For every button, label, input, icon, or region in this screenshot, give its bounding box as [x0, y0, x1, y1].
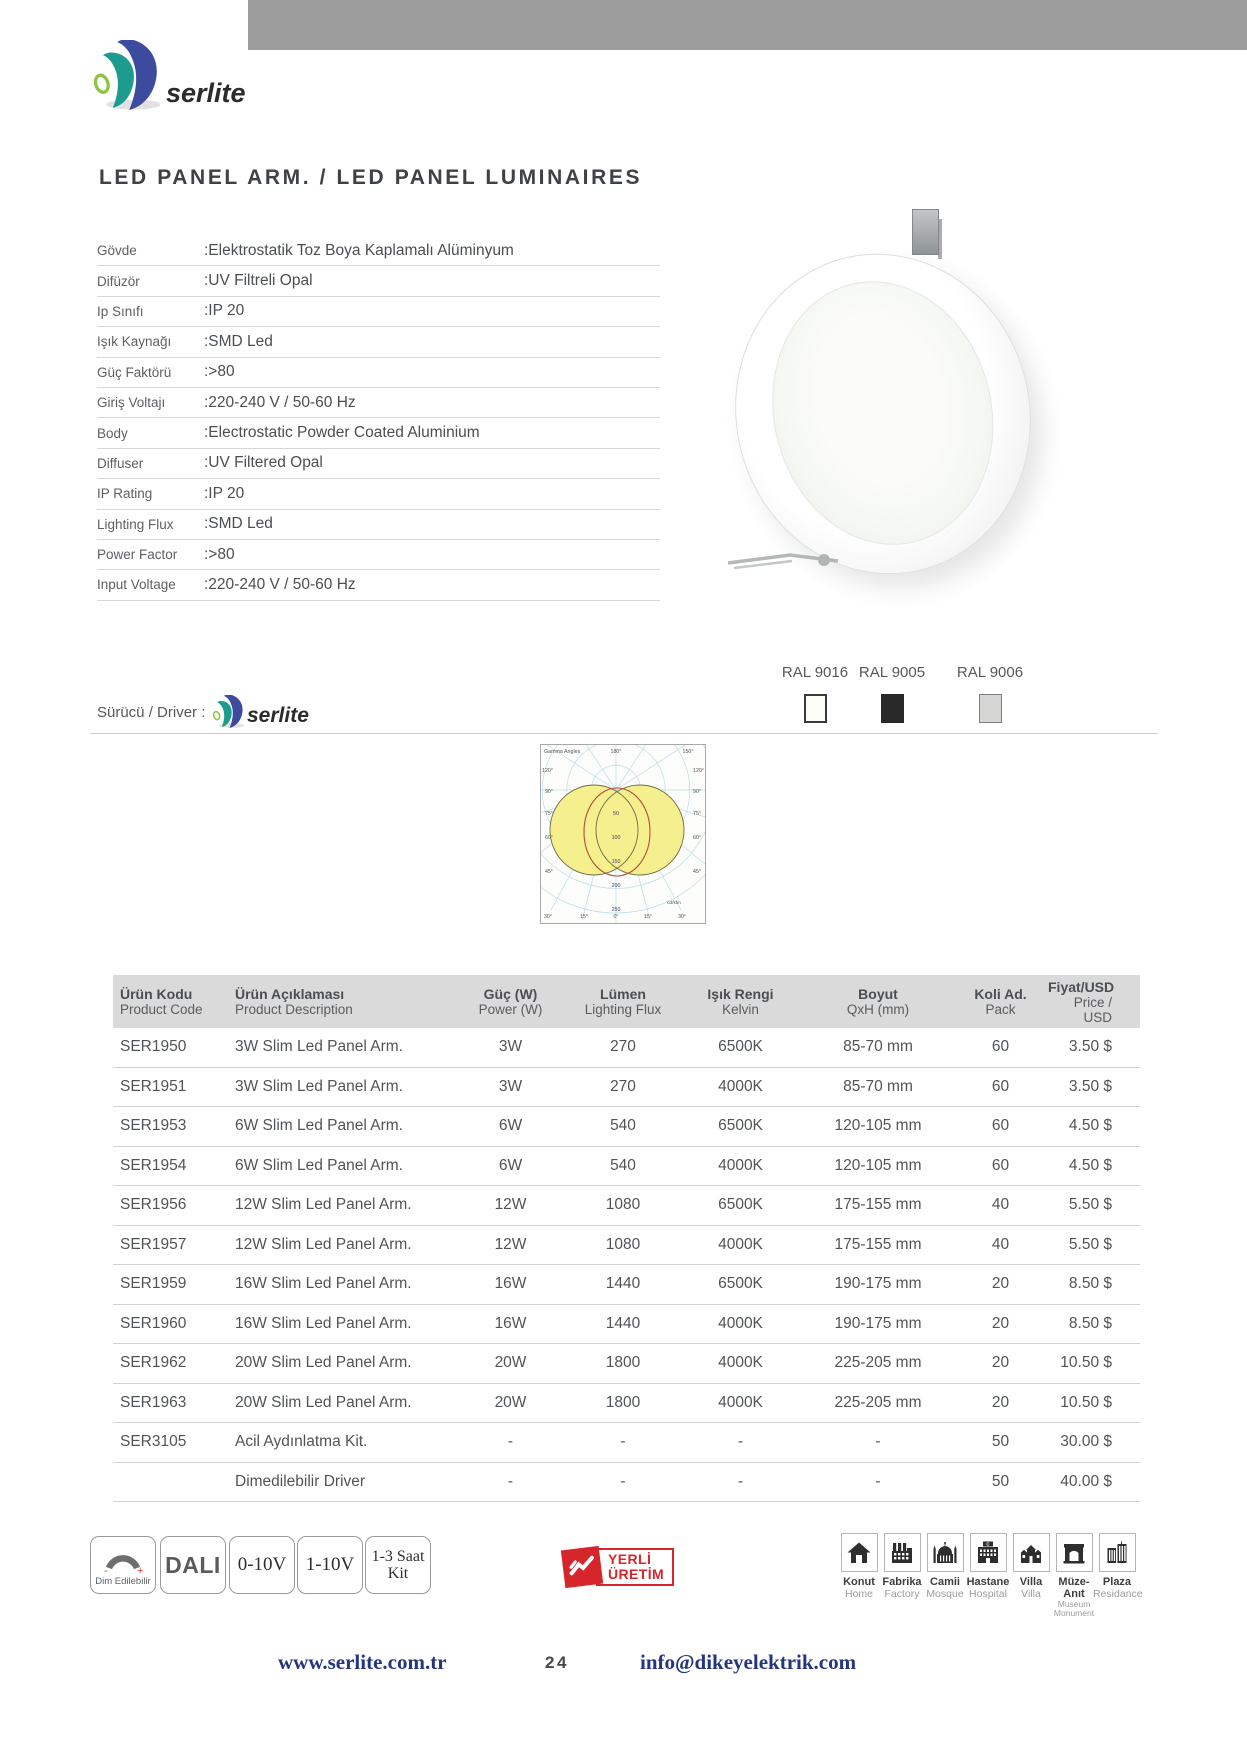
header-kelvin	[678, 975, 803, 1028]
cell-pack: 60	[991, 1077, 1010, 1095]
table-row	[113, 1147, 1140, 1187]
cell-kelvin: -	[737, 1433, 744, 1451]
dim-plus: +	[137, 1565, 144, 1575]
header-en: Product Description	[235, 1002, 353, 1017]
header-en: Product Code	[120, 1002, 203, 1017]
page-title: LED PANEL ARM. / LED PANEL LUMINAIRES	[99, 166, 643, 189]
spec-row	[97, 479, 660, 509]
hospital-icon	[970, 1533, 1007, 1572]
cell-kelvin: 6500K	[718, 1038, 763, 1056]
cell-pack: 40	[991, 1196, 1010, 1214]
cell-product-code: SER1962	[120, 1354, 187, 1372]
badge-dali	[160, 1536, 226, 1594]
spec-value: :SMD Led	[204, 332, 273, 350]
table-row	[113, 1265, 1140, 1305]
cell-price: 3.50 $	[1068, 1038, 1112, 1056]
spec-value: :Electrostatic Powder Coated Aluminium	[204, 424, 480, 442]
factory-icon	[884, 1533, 921, 1572]
serlite-driver-logo	[213, 690, 338, 734]
cell-power: 16W	[494, 1275, 527, 1293]
spec-row	[97, 510, 660, 540]
svg-text:250: 250	[611, 907, 621, 913]
svg-text:75°: 75°	[693, 811, 702, 817]
cell-pack: 20	[991, 1275, 1010, 1293]
table-row	[113, 1028, 1140, 1068]
header-product-code	[113, 975, 228, 1028]
application-label-en: Mosque	[926, 1588, 964, 1600]
cell-size: 225-205 mm	[834, 1393, 922, 1411]
spec-value: :IP 20	[204, 302, 245, 320]
spec-label: Input Voltage	[97, 577, 176, 593]
cell-kelvin: -	[737, 1472, 744, 1490]
badge-0-10v	[229, 1536, 295, 1594]
header-price	[1048, 975, 1140, 1028]
spec-row	[97, 327, 660, 357]
cell-size: -	[875, 1433, 881, 1451]
cell-size: -	[875, 1472, 881, 1490]
cell-power: -	[507, 1472, 514, 1490]
cell-price: 40.00 $	[1060, 1472, 1112, 1490]
header-en: Pack	[985, 1002, 1016, 1017]
cell-product-description: 16W Slim Led Panel Arm.	[235, 1275, 412, 1293]
cell-size: 120-105 mm	[834, 1117, 922, 1135]
handshake-icon	[561, 1546, 603, 1588]
cell-power: 20W	[494, 1393, 527, 1411]
cell-price: 8.50 $	[1068, 1275, 1112, 1293]
spec-label: Diffuser	[97, 455, 144, 471]
cell-price: 5.50 $	[1068, 1196, 1112, 1214]
cell-pack: 20	[991, 1393, 1010, 1411]
spec-value: :IP 20	[204, 484, 245, 502]
cell-product-code: SER1953	[120, 1117, 187, 1135]
serlite-logo-text: serlite	[247, 704, 310, 727]
led-panel-diffuser	[745, 258, 1021, 569]
svg-text:60°: 60°	[693, 835, 702, 841]
header-tr: Ürün Kodu	[120, 986, 193, 1002]
application-label-tr: Fabrika	[882, 1576, 922, 1588]
spec-label: Body	[97, 425, 128, 441]
cell-kelvin: 4000K	[718, 1156, 763, 1174]
svg-text:90°: 90°	[693, 789, 702, 795]
top-bar	[248, 0, 1247, 50]
badge-label: 1-3 Saat	[371, 1548, 425, 1565]
application-label-en: Factory	[884, 1588, 920, 1600]
cell-size: 225-205 mm	[834, 1354, 922, 1372]
product-table	[113, 975, 1140, 1502]
cell-size: 120-105 mm	[834, 1156, 922, 1174]
cell-power: 3W	[498, 1077, 523, 1095]
cell-lumen: 1440	[605, 1314, 641, 1332]
application-plaza	[1093, 1533, 1141, 1600]
cell-kelvin: 6500K	[718, 1275, 763, 1293]
svg-text:15°: 15°	[579, 914, 589, 920]
yerli-line: YERLİ	[608, 1551, 652, 1567]
table-row	[113, 1068, 1140, 1108]
cell-power: 12W	[494, 1235, 527, 1253]
cell-price: 3.50 $	[1068, 1077, 1112, 1095]
table-row	[113, 1344, 1140, 1384]
table-body	[113, 1028, 1140, 1502]
svg-text:30°: 30°	[677, 914, 687, 920]
application-mosque	[921, 1533, 969, 1600]
application-label-en: Residance	[1093, 1588, 1143, 1600]
cell-price: 30.00 $	[1060, 1433, 1112, 1451]
plaza-icon	[1099, 1533, 1136, 1572]
cell-product-code: SER1957	[120, 1235, 187, 1253]
cell-product-description: 3W Slim Led Panel Arm.	[235, 1038, 403, 1056]
svg-text:150: 150	[611, 859, 621, 865]
spec-list	[97, 236, 660, 601]
driver-row	[97, 690, 338, 734]
header-en: Lighting Flux	[584, 1002, 662, 1017]
cell-pack: 40	[991, 1235, 1010, 1253]
cell-lumen: 270	[610, 1038, 636, 1056]
header-tr: Lümen	[600, 986, 646, 1002]
ral-swatch-9016	[770, 664, 860, 723]
svg-text:90°: 90°	[544, 789, 553, 795]
svg-text:45°: 45°	[693, 869, 702, 875]
badge-label: Dim Edilebilir	[95, 1576, 151, 1587]
spec-row	[97, 540, 660, 570]
section-divider	[90, 733, 1158, 734]
application-label-tr: Konut	[843, 1576, 875, 1588]
cell-product-description: Acil Aydınlatma Kit.	[235, 1433, 368, 1451]
cell-product-code: SER1954	[120, 1156, 187, 1174]
monument-icon	[1056, 1533, 1093, 1572]
ral-label: RAL 9005	[858, 664, 926, 681]
photometric-diagram	[540, 744, 706, 924]
header-power	[453, 975, 568, 1028]
cell-price: 4.50 $	[1068, 1117, 1112, 1135]
svg-text:15°: 15°	[643, 914, 653, 920]
cell-product-description: 20W Slim Led Panel Arm.	[235, 1354, 412, 1372]
cell-lumen: -	[620, 1433, 626, 1451]
application-hospital	[964, 1533, 1012, 1600]
svg-text:50: 50	[613, 811, 619, 817]
svg-text:30°: 30°	[543, 914, 553, 920]
table-row	[113, 1107, 1140, 1147]
svg-text:150°: 150°	[682, 749, 694, 755]
cell-product-code: SER1951	[120, 1077, 187, 1095]
spec-value: :UV Filtered Opal	[204, 454, 323, 472]
svg-text:120°: 120°	[693, 768, 704, 774]
cell-lumen: 1800	[605, 1393, 641, 1411]
spec-row	[97, 449, 660, 479]
svg-text:Gamma Angles: Gamma Angles	[544, 749, 581, 755]
hospital-sign: C	[986, 1541, 990, 1547]
spec-row	[97, 570, 660, 600]
cell-kelvin: 6500K	[718, 1196, 763, 1214]
header-tr: Boyut	[858, 986, 898, 1002]
cell-product-code: SER1950	[120, 1038, 187, 1056]
spec-label: Giriş Voltajı	[97, 395, 166, 411]
spec-value: :>80	[204, 545, 235, 563]
contact-email: info@dikeyelektrik.com	[640, 1650, 857, 1674]
svg-text:200: 200	[611, 883, 621, 889]
application-label-en: Museum Monument	[1053, 1599, 1095, 1618]
spec-row	[97, 266, 660, 296]
ral-color-box	[881, 694, 904, 723]
spec-row	[97, 236, 660, 266]
spec-label: Difüzör	[97, 273, 140, 289]
table-row	[113, 1305, 1140, 1345]
badge-label: 0-10V	[237, 1554, 287, 1575]
header-en: QxH (mm)	[846, 1002, 910, 1017]
spec-row	[97, 358, 660, 388]
spec-row	[97, 418, 660, 448]
application-villa	[1007, 1533, 1055, 1600]
ral-color-box	[804, 694, 827, 723]
svg-text:cd/klm: cd/klm	[667, 901, 681, 906]
cell-pack: 50	[991, 1472, 1010, 1490]
spec-row	[97, 388, 660, 418]
local-production-badge	[563, 1548, 674, 1586]
cell-price: 5.50 $	[1068, 1235, 1112, 1253]
table-row	[113, 1384, 1140, 1424]
serlite-logo-mark	[93, 39, 160, 110]
cell-lumen: 1080	[605, 1235, 641, 1253]
dimmer-dial-icon	[101, 1543, 145, 1575]
spec-value: :220-240 V / 50-60 Hz	[204, 575, 356, 593]
spec-value: :UV Filtreli Opal	[204, 272, 313, 290]
dim-minus: -	[104, 1565, 108, 1575]
cell-pack: 60	[991, 1156, 1010, 1174]
cell-pack: 50	[991, 1433, 1010, 1451]
uretim-line: ÜRETİM	[608, 1566, 665, 1582]
cell-lumen: 1800	[605, 1354, 641, 1372]
application-label-en: Villa	[1021, 1588, 1041, 1600]
cell-lumen: 540	[610, 1156, 636, 1174]
spring-clip-icon	[720, 537, 870, 577]
table-row	[113, 1186, 1140, 1226]
table-row	[113, 1226, 1140, 1266]
cell-pack: 20	[991, 1314, 1010, 1332]
cell-size: 85-70 mm	[843, 1077, 913, 1095]
mounting-clip	[912, 209, 939, 255]
header-tr: Fiyat/USD	[1048, 978, 1115, 995]
application-label-tr: Camii	[930, 1576, 960, 1588]
svg-text:45°: 45°	[544, 869, 553, 875]
cell-lumen: 1080	[605, 1196, 641, 1214]
cell-power: 6W	[498, 1117, 523, 1135]
application-label-en: Home	[844, 1588, 873, 1600]
header-lumen	[568, 975, 678, 1028]
header-tr: Ürün Açıklaması	[235, 986, 345, 1002]
svg-text:75°: 75°	[544, 811, 553, 817]
cell-pack: 60	[991, 1038, 1010, 1056]
badge-1-10v	[297, 1536, 363, 1594]
cell-product-description: 12W Slim Led Panel Arm.	[235, 1196, 412, 1214]
local-production-text	[596, 1548, 674, 1586]
cell-price: 4.50 $	[1068, 1156, 1112, 1174]
cell-kelvin: 4000K	[718, 1235, 763, 1253]
application-label-en: Hospital	[969, 1588, 1007, 1600]
spec-label: Power Factor	[97, 547, 178, 563]
serlite-logo	[88, 32, 273, 138]
svg-text:0°: 0°	[613, 914, 619, 920]
spec-label: Işık Kaynağı	[97, 334, 172, 350]
badge-label: 1-10V	[305, 1554, 355, 1575]
cell-size: 190-175 mm	[834, 1314, 922, 1332]
cell-lumen: 270	[610, 1077, 636, 1095]
spec-label: Lighting Flux	[97, 516, 174, 532]
cell-pack: 60	[991, 1117, 1010, 1135]
svg-text:60°: 60°	[544, 835, 553, 841]
cell-price: 10.50 $	[1060, 1393, 1112, 1411]
cell-power: -	[507, 1433, 514, 1451]
spec-label: Güç Faktörü	[97, 364, 172, 380]
page-number: 24	[545, 1653, 569, 1672]
cell-power: 20W	[494, 1354, 527, 1372]
spec-label: Ip Sınıfı	[97, 303, 144, 319]
badge-label: DALI	[165, 1551, 221, 1578]
header-en: Power (W)	[478, 1002, 543, 1017]
cell-product-description: 20W Slim Led Panel Arm.	[235, 1393, 412, 1411]
spec-label: IP Rating	[97, 486, 153, 502]
svg-text:120°: 120°	[542, 768, 553, 774]
mosque-icon	[927, 1533, 964, 1572]
application-home	[835, 1533, 883, 1600]
cell-lumen: 540	[610, 1117, 636, 1135]
cell-product-description: 3W Slim Led Panel Arm.	[235, 1077, 403, 1095]
application-label-tr: Hastane	[966, 1576, 1010, 1588]
product-photo	[700, 205, 1050, 590]
spec-value: :220-240 V / 50-60 Hz	[204, 393, 356, 411]
cell-pack: 20	[991, 1354, 1010, 1372]
cell-product-description: 16W Slim Led Panel Arm.	[235, 1314, 412, 1332]
application-factory	[878, 1533, 926, 1600]
badge-emergency-kit	[365, 1536, 431, 1594]
cell-product-code: SER1960	[120, 1314, 187, 1332]
ral-swatch-9006	[948, 664, 1032, 723]
header-tr: Güç (W)	[483, 986, 538, 1002]
spec-row	[97, 297, 660, 327]
ral-label: RAL 9006	[956, 664, 1024, 681]
cell-product-code: SER1963	[120, 1393, 187, 1411]
cell-size: 175-155 mm	[834, 1235, 922, 1253]
table-header	[113, 975, 1140, 1028]
cell-size: 190-175 mm	[834, 1275, 922, 1293]
serlite-logo-text: serlite	[166, 78, 246, 108]
badge-label: Kit	[387, 1565, 409, 1582]
cell-kelvin: 6500K	[718, 1117, 763, 1135]
header-pack	[953, 975, 1048, 1028]
cell-price: 8.50 $	[1068, 1314, 1112, 1332]
cell-kelvin: 4000K	[718, 1314, 763, 1332]
spec-label: Gövde	[97, 243, 137, 259]
header-en: Price / USD	[1073, 994, 1112, 1025]
cell-power: 16W	[494, 1314, 527, 1332]
cell-product-description: Dimedilebilir Driver	[235, 1472, 366, 1490]
cell-kelvin: 4000K	[718, 1077, 763, 1095]
cell-power: 3W	[498, 1038, 523, 1056]
cell-power: 6W	[498, 1156, 523, 1174]
application-label-tr: Müze-Anıt	[1058, 1576, 1090, 1600]
application-museum-monument	[1050, 1533, 1098, 1618]
table-row	[113, 1463, 1140, 1503]
badge-dimmable	[90, 1536, 156, 1594]
ral-label: RAL 9016	[781, 664, 849, 681]
cell-kelvin: 4000K	[718, 1393, 763, 1411]
spec-value: :SMD Led	[204, 515, 273, 533]
cell-size: 175-155 mm	[834, 1196, 922, 1214]
ral-color-box	[979, 694, 1002, 723]
header-en: Kelvin	[722, 1002, 759, 1017]
website-url: www.serlite.com.tr	[278, 1650, 447, 1674]
spec-value: :Elektrostatik Toz Boya Kaplamalı Alüminyum	[204, 241, 514, 259]
header-product-description	[228, 975, 453, 1028]
spec-value: :>80	[204, 363, 235, 381]
svg-text:180°: 180°	[610, 749, 622, 755]
cell-size: 85-70 mm	[843, 1038, 913, 1056]
cell-product-code: SER3105	[120, 1433, 187, 1451]
cell-power: 12W	[494, 1196, 527, 1214]
cell-price: 10.50 $	[1060, 1354, 1112, 1372]
cell-product-code: SER1956	[120, 1196, 187, 1214]
table-row	[113, 1423, 1140, 1463]
header-tr: Koli Ad.	[974, 986, 1027, 1002]
ral-swatch-9005	[853, 664, 931, 723]
application-label-tr: Villa	[1019, 1576, 1043, 1588]
cell-kelvin: 4000K	[718, 1354, 763, 1372]
cell-lumen: -	[620, 1472, 626, 1490]
cell-product-description: 12W Slim Led Panel Arm.	[235, 1235, 412, 1253]
header-tr: Işık Rengi	[707, 986, 774, 1002]
house-icon	[841, 1533, 878, 1572]
cell-product-description: 6W Slim Led Panel Arm.	[235, 1117, 403, 1135]
villa-icon	[1013, 1533, 1050, 1572]
application-label-tr: Plaza	[1102, 1576, 1132, 1588]
driver-label: Sürücü / Driver :	[97, 703, 206, 721]
cell-product-code: SER1959	[120, 1275, 187, 1293]
svg-text:100: 100	[611, 835, 621, 841]
header-size	[803, 975, 953, 1028]
cell-product-description: 6W Slim Led Panel Arm.	[235, 1156, 403, 1174]
cell-lumen: 1440	[605, 1275, 641, 1293]
